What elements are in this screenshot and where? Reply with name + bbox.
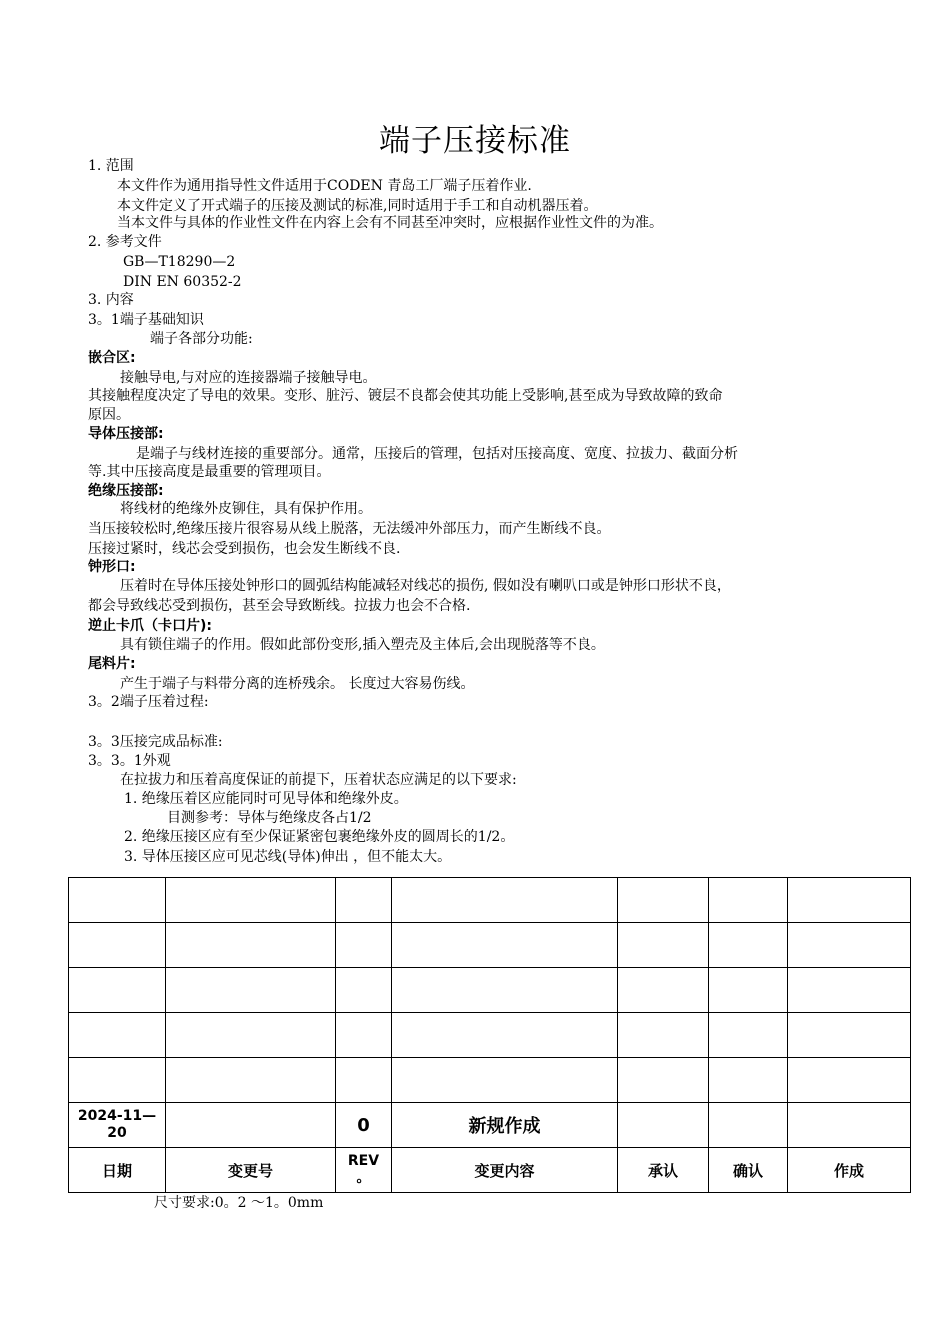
appearance-intro: 在拉拔力和压着高度保证的前提下，压着状态应满足的以下要求: [120,772,517,788]
mating-area-text-2: 其接触程度决定了导电的效果。变形、脏污、镀层不良都会使其功能上受影响,甚至成为导致故障的致命 [88,388,723,404]
bellmouth-text-1: 压着时在导体压接处钟形口的圆弧结构能减轻对线芯的损伤, 假如没有喇叭口或是钟形口形状不良， [120,578,731,594]
carrier-tab-text-1: 产生于端子与料带分离的连桥残余。 长度过大容易伤线。 [120,676,475,692]
section-3-1-subtitle: 端子各部分功能: [150,331,253,347]
section-3-2-heading: 3。2端子压着过程: [88,694,209,710]
heading-locking-lance: 逆止卡爪（卡口片): [88,618,212,634]
header-confirm: 确认 [709,1148,788,1193]
header-change-no: 变更号 [166,1148,336,1193]
size-requirement: 尺寸要求:0。2 ～1。0mm [154,1195,324,1211]
revision-content: 新规作成 [392,1103,618,1148]
locking-lance-text-1: 具有锁住端子的作用。假如此部份变形,插入塑壳及主体后,会出现脱落等不良。 [120,637,605,653]
section-3-3-1-heading: 3。3。1外观 [88,753,171,769]
section-1-heading: 1. 范围 [88,158,134,174]
revision-table [68,877,911,1193]
section-1-paragraph-3: 当本文件与具体的作业性文件在内容上会有不同甚至冲突时，应根据作业性文件的为准。 [117,215,663,231]
heading-conductor-crimp: 导体压接部: [88,426,164,442]
header-content: 变更内容 [392,1148,618,1193]
heading-bellmouth: 钟形口: [88,559,136,575]
header-date: 日期 [69,1148,166,1193]
header-author: 作成 [788,1148,911,1193]
revision-date: 2024-11— 20 [69,1103,166,1148]
insulation-crimp-text-2: 当压接较松时,绝缘压接片很容易从线上脱落，无法缓冲外部压力，而产生断线不良。 [88,521,611,537]
header-rev: REV 。 [336,1148,392,1193]
requirement-item-2: 2. 绝缘压接区应有至少保证紧密包裹绝缘外皮的圆周长的1/2。 [124,829,515,845]
insulation-crimp-text-3: 压接过紧时，线芯会受到损伤，也会发生断线不良. [88,541,401,557]
revision-change-no [166,1103,336,1148]
revision-approve [618,1103,709,1148]
revision-row [69,1103,911,1148]
reference-1: GB—T18290—2 [123,254,236,270]
revision-rev: 0 [336,1103,392,1148]
section-3-1-heading: 3。1端子基础知识 [88,312,204,328]
table-row [69,968,911,1013]
page-title: 端子压接标准 [379,123,571,159]
table-row [69,923,911,968]
revision-author [788,1103,911,1148]
insulation-crimp-text-1: 将线材的绝缘外皮铆住，具有保护作用。 [120,501,372,517]
heading-insulation-crimp: 绝缘压接部: [88,483,164,499]
heading-carrier-tab: 尾料片: [88,656,136,672]
conductor-crimp-text-2: 等.其中压接高度是最重要的管理项目。 [88,464,331,480]
section-1-paragraph-1: 本文件作为通用指导性文件适用于CODEN 青岛工厂端子压着作业. [117,178,532,194]
conductor-crimp-text-1: 是端子与线材连接的重要部分。通常，压接后的管理，包括对压接高度、宽度、拉拔力、截面分析 [136,446,738,462]
revision-confirm [709,1103,788,1148]
mating-area-text-1: 接触导电,与对应的连接器端子接触导电。 [120,370,377,386]
requirement-item-1: 1. 绝缘压着区应能同时可见导体和绝缘外皮。 [124,791,408,807]
table-row [69,1013,911,1058]
header-approve: 承认 [618,1148,709,1193]
requirement-item-1-note: 目测参考：导体与绝缘皮各占1/2 [167,810,372,826]
requirement-item-3: 3. 导体压接区应可见芯线(导体)伸出 ，但不能太大。 [124,849,452,865]
header-row [69,1148,911,1193]
bellmouth-text-2: 都会导致线芯受到损伤，甚至会导致断线。拉拔力也会不合格. [88,598,471,614]
section-3-3-heading: 3。3压接完成品标准: [88,734,223,750]
table-row [69,878,911,923]
reference-2: DIN EN 60352-2 [123,274,242,290]
section-2-heading: 2. 参考文件 [88,234,162,250]
heading-mating-area: 嵌合区: [88,350,136,366]
table-row [69,1058,911,1103]
section-1-paragraph-2: 本文件定义了开式端子的压接及测试的标准,同时适用于手工和自动机器压着。 [117,198,598,214]
section-3-heading: 3. 内容 [88,292,134,308]
mating-area-text-3: 原因。 [88,407,130,423]
